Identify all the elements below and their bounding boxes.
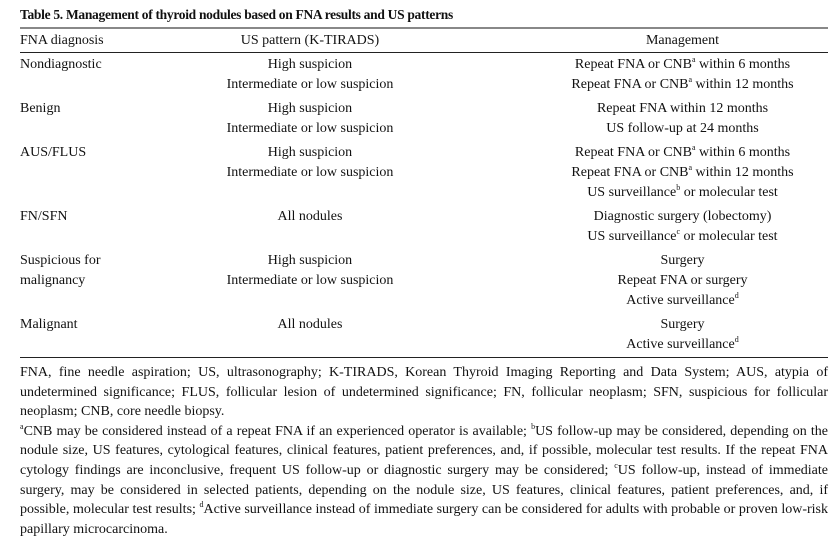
us-pattern-line: Intermediate or low suspicion (226, 77, 394, 92)
fna-diagnosis-cell (20, 99, 60, 119)
management-text: Surgery (660, 317, 705, 332)
footnote-marker: a (691, 55, 696, 64)
us-pattern-line: Intermediate or low suspicion (226, 273, 394, 288)
us-pattern-line: High suspicion (267, 57, 353, 72)
title-rule (20, 27, 828, 29)
management-text: US surveillance (587, 185, 677, 200)
diagnosis-line: Benign (20, 101, 61, 116)
management-line (540, 163, 825, 183)
management-text: Repeat FNA or CNB (574, 145, 692, 160)
us-pattern-line: All nodules (277, 317, 343, 332)
footnote-marker: a (688, 163, 693, 172)
us-pattern-cell (200, 99, 420, 139)
diagnosis-line: Nondiagnostic (20, 57, 102, 72)
management-text: Surgery (660, 253, 705, 268)
footnote-marker: b (676, 183, 681, 192)
management-text: Repeat FNA or CNB (574, 57, 692, 72)
us-pattern-cell (200, 315, 420, 335)
management-line (540, 119, 825, 139)
management-cell (540, 207, 825, 247)
us-pattern-line: High suspicion (267, 145, 353, 160)
table-title: Table 5. Management of thyroid nodules based on FNA results and US patterns (20, 7, 453, 22)
footnote-marker: d (199, 500, 204, 510)
diagnosis-line: FN/SFN (20, 209, 68, 224)
us-pattern-line: Intermediate or low suspicion (226, 121, 394, 136)
management-text: Diagnostic surgery (lobectomy) (593, 209, 772, 224)
management-text: US follow-up at 24 months (606, 121, 759, 136)
management-cell (540, 315, 825, 355)
management-line (540, 55, 825, 75)
footnote-marker: d (734, 291, 739, 300)
us-pattern-cell (200, 251, 420, 291)
abbreviations-note: FNA, fine needle aspiration; US, ultrasonography; K-TIRADS, Korean Thyroid Imaging Reporting and Data System; AUS, atypia of undetermined significance; FLUS, follicular lesion of undetermined significance; FN, follicular neoplasm; SFN, suspicious for follicular neoplasm; CNB, core needle biopsy. (20, 365, 828, 420)
management-line (540, 183, 825, 203)
superscript-notes (20, 422, 828, 540)
footnote-marker: d (734, 335, 739, 344)
management-line (540, 99, 825, 119)
management-cell (540, 99, 825, 139)
management-text: Repeat FNA or CNB (571, 165, 689, 180)
management-text: or molecular test (680, 229, 778, 244)
management-line (540, 271, 825, 291)
management-cell (540, 251, 825, 311)
footnote-text: US follow-up may be considered, depending on the nodule size, US features, cytological features, clinical features, patient preferences, and, if possible, molecular test results. If the repeat FNA cytology findings are inconclusive, frequent US follow-up or diagnostic surgery may be considered; (20, 423, 828, 478)
management-cell (540, 55, 825, 95)
management-text: Repeat FNA within 12 months (596, 101, 769, 116)
management-line (540, 315, 825, 335)
footnote-text: CNB may be considered instead of a repeat FNA if an experienced operator is available; (23, 423, 532, 439)
us-pattern-cell (200, 143, 420, 183)
bottom-rule (20, 357, 828, 358)
management-text: within 12 months (692, 77, 794, 92)
management-line (540, 291, 825, 311)
us-pattern-line: Intermediate or low suspicion (226, 165, 394, 180)
diagnosis-line: Suspicious for (20, 253, 101, 268)
header-rule (20, 52, 828, 53)
management-text: within 6 months (695, 57, 791, 72)
fna-diagnosis-cell (20, 143, 86, 163)
fna-diagnosis-cell (20, 207, 67, 227)
footnote-marker: a (20, 421, 24, 431)
us-pattern-cell (200, 207, 420, 227)
management-text: or molecular test (680, 185, 778, 200)
table-footnotes (20, 363, 828, 539)
fna-diagnosis-cell (20, 251, 101, 291)
management-line (540, 75, 825, 95)
management-line (540, 143, 825, 163)
us-pattern-line: All nodules (277, 209, 343, 224)
fna-diagnosis-cell (20, 55, 102, 75)
footnote-marker: a (691, 143, 696, 152)
footnote-marker: c (614, 460, 618, 470)
footnote-marker: a (688, 75, 693, 84)
management-text: within 12 months (692, 165, 794, 180)
header-fna-diagnosis: FNA diagnosis (20, 33, 104, 48)
management-text: US surveillance (587, 229, 677, 244)
footnote-text: US follow-up, instead of immediate surgery, may be considered in selected patients, depending on the nodule size, US features, clinical features, patient preferences, and, if possible, molecular test results; (20, 462, 828, 518)
management-text: Repeat FNA or CNB (571, 77, 689, 92)
diagnosis-line: Malignant (20, 317, 78, 332)
diagnosis-line: malignancy (20, 273, 86, 288)
management-line (540, 251, 825, 271)
management-text: Active surveillance (626, 293, 735, 308)
footnote-marker: c (676, 227, 680, 236)
management-text: Active surveillance (626, 337, 735, 352)
management-line (540, 335, 825, 355)
management-cell (540, 143, 825, 203)
footnote-text: Active surveillance instead of immediate surgery can be considered for adults with probable or proven low-risk papillary microcarcinoma. (20, 502, 828, 537)
header-us-pattern: US pattern (K-TIRADS) (240, 33, 380, 48)
fna-diagnosis-cell (20, 315, 78, 335)
header-management: Management (645, 33, 720, 48)
us-pattern-line: High suspicion (267, 101, 353, 116)
management-text: Repeat FNA or surgery (617, 273, 748, 288)
footnote-marker: b (531, 421, 536, 431)
management-line (540, 207, 825, 227)
diagnosis-line: AUS/FLUS (20, 145, 87, 160)
management-text: within 6 months (695, 145, 791, 160)
management-line (540, 227, 825, 247)
us-pattern-line: High suspicion (267, 253, 353, 268)
us-pattern-cell (200, 55, 420, 95)
